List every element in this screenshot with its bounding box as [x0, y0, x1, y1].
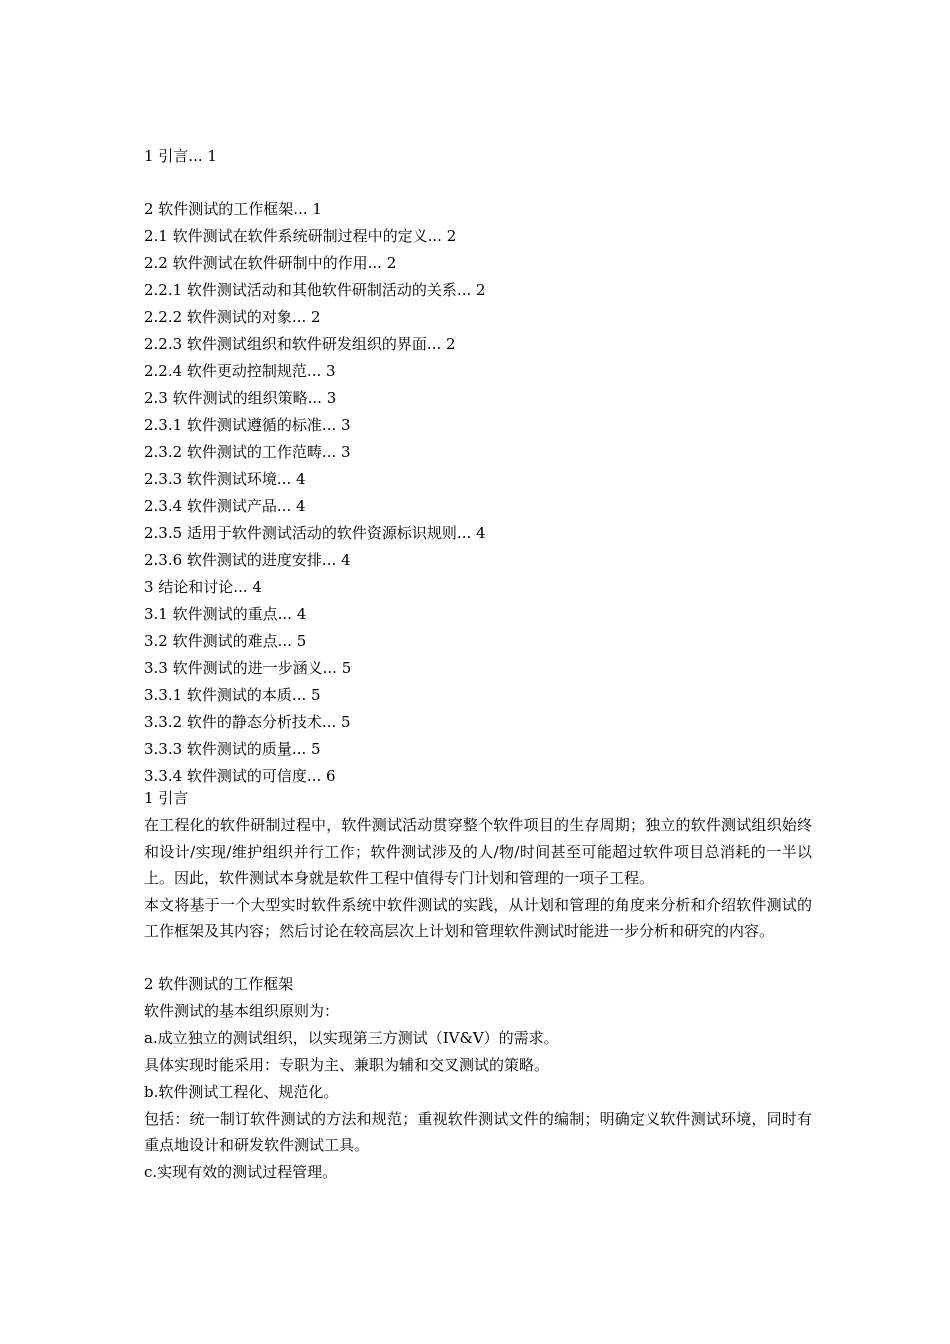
toc-entry: 2.2.3 软件测试组织和软件研发组织的界面... 2 — [144, 335, 456, 353]
toc-entry: 1 引言... 1 — [144, 147, 217, 165]
toc-entry: 3.3 软件测试的进一步涵义... 5 — [144, 659, 352, 677]
list-item: b.软件测试工程化、规范化。 — [144, 1082, 339, 1101]
toc-entry: 2.3.4 软件测试产品... 4 — [144, 497, 306, 515]
toc-entry: 2.2.1 软件测试活动和其他软件研制活动的关系... 2 — [144, 281, 486, 299]
toc-entry: 2.3.1 软件测试遵循的标准... 3 — [144, 416, 351, 434]
list-item: a.成立独立的测试组织，以实现第三方测试（IV&V）的需求。 — [144, 1028, 559, 1047]
toc-entry: 2.3.6 软件测试的进度安排... 4 — [144, 551, 351, 569]
toc-entry: 3.3.2 软件的静态分析技术... 5 — [144, 713, 351, 731]
section-heading: 1 引言 — [144, 789, 189, 807]
toc-entry: 2.2.2 软件测试的对象... 2 — [144, 308, 321, 326]
section-heading: 2 软件测试的工作框架 — [144, 974, 294, 993]
toc-entry: 2.2.4 软件更动控制规范... 3 — [144, 362, 336, 380]
paragraph: 软件测试的基本组织原则为： — [144, 1001, 340, 1020]
toc-entry: 3.2 软件测试的难点... 5 — [144, 632, 307, 650]
toc-entry: 3.3.3 软件测试的质量... 5 — [144, 740, 321, 758]
toc-entry: 2.1 软件测试在软件系统研制过程中的定义... 2 — [144, 227, 457, 245]
section-spacer — [144, 945, 812, 971]
toc-entry: 2.3.2 软件测试的工作范畴... 3 — [144, 443, 351, 461]
toc-entry: 3.3.1 软件测试的本质... 5 — [144, 686, 321, 704]
toc-entry: 2.3 软件测试的组织策略... 3 — [144, 389, 337, 407]
paragraph: 在工程化的软件研制过程中，软件测试活动贯穿整个软件项目的生存周期；独立的软件测试组织始终和设计/实现/维护组织并行工作；软件测试涉及的人/物/时间甚至可能超过软件项目总消耗的一半以上。因此，软件测试本身就是软件工程中值得专门计划和管理的一项子工程。 — [144, 816, 812, 887]
toc-entry: 2.3.3 软件测试环境... 4 — [144, 470, 306, 488]
paragraph: 包括：统一制订软件测试的方法和规范；重视软件测试文件的编制；明确定义软件测试环境，同时有重点地设计和研发软件测试工具。 — [144, 1109, 812, 1154]
toc-entry: 3 结论和讨论... 4 — [144, 578, 262, 596]
toc-entry: 2.3.5 适用于软件测试活动的软件资源标识规则... 4 — [144, 524, 486, 542]
paragraph: 本文将基于一个大型实时软件系统中软件测试的实践，从计划和管理的角度来分析和介绍软件测试的工作框架及其内容；然后讨论在较高层次上计划和管理软件测试时能进一步分析和研究的内容。 — [144, 895, 812, 940]
document-body — [144, 785, 812, 1186]
toc-entry: 2 软件测试的工作框架... 1 — [144, 200, 322, 218]
table-of-contents — [144, 143, 844, 790]
toc-entry: 3.1 软件测试的重点... 4 — [144, 605, 307, 623]
toc-entry: 2.2 软件测试在软件研制中的作用... 2 — [144, 254, 397, 272]
toc-spacer — [144, 170, 844, 196]
list-item: c.实现有效的测试过程管理。 — [144, 1162, 338, 1181]
paragraph: 具体实现时能采用：专职为主、兼职为辅和交叉测试的策略。 — [144, 1055, 550, 1074]
toc-entry: 3.3.4 软件测试的可信度... 6 — [144, 767, 336, 785]
